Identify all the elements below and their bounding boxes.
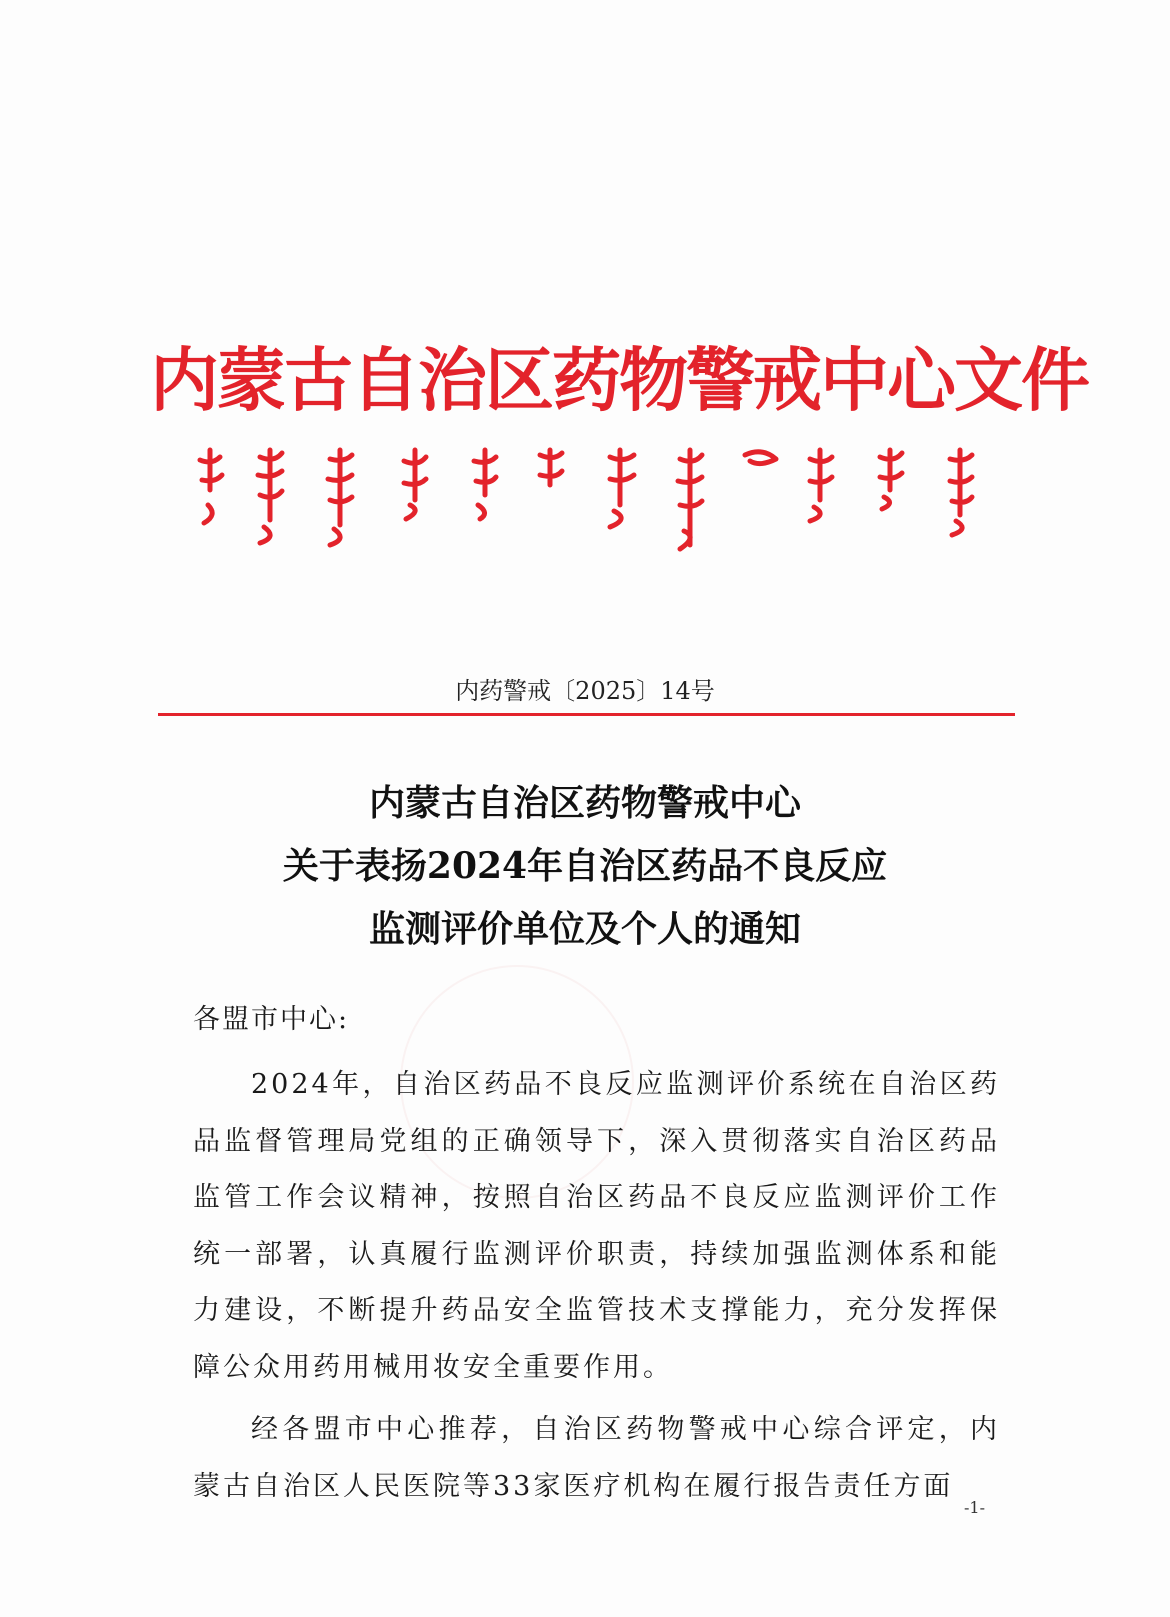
document-number: 内药警戒〔2025〕14号: [455, 677, 715, 705]
page-number: -1-: [964, 1498, 985, 1517]
paragraph-2: 经各盟市中心推荐，自治区药物警戒中心综合评定，内蒙古自治区人民医院等33家医疗机构在履行报告责任方面: [193, 1414, 1000, 1502]
notice-title-line-1: 内蒙古自治区药物警戒中心: [368, 782, 801, 824]
notice-title-line-3: 监测评价单位及个人的通知: [368, 908, 801, 950]
red-separator-line: [158, 713, 1015, 716]
issuing-org-title: 内蒙古自治区药物警戒中心文件: [150, 340, 1088, 421]
mongolian-script-graphic: [190, 445, 990, 565]
salutation: 各盟市中心:: [193, 1004, 350, 1035]
mongolian-script-title-icon: [190, 445, 990, 565]
notice-title-line-2: 关于表扬2024年自治区药品不良反应: [282, 845, 888, 887]
notice-title: [0, 772, 1170, 961]
paragraph-1: 2024年，自治区药品不良反应监测评价系统在自治区药品监督管理局党组的正确领导下，深入贯彻落实自治区药品监管工作会议精神，按照自治区药品不良反应监测评价工作统一部署，认真履行监测评价职责，持续加强监测体系和能力建设，不断提升药品安全监管技术支撑能力，充分发挥保障公众用药用械用妆安全重要作用。: [193, 1069, 1000, 1383]
body-text: [193, 1057, 1000, 1521]
